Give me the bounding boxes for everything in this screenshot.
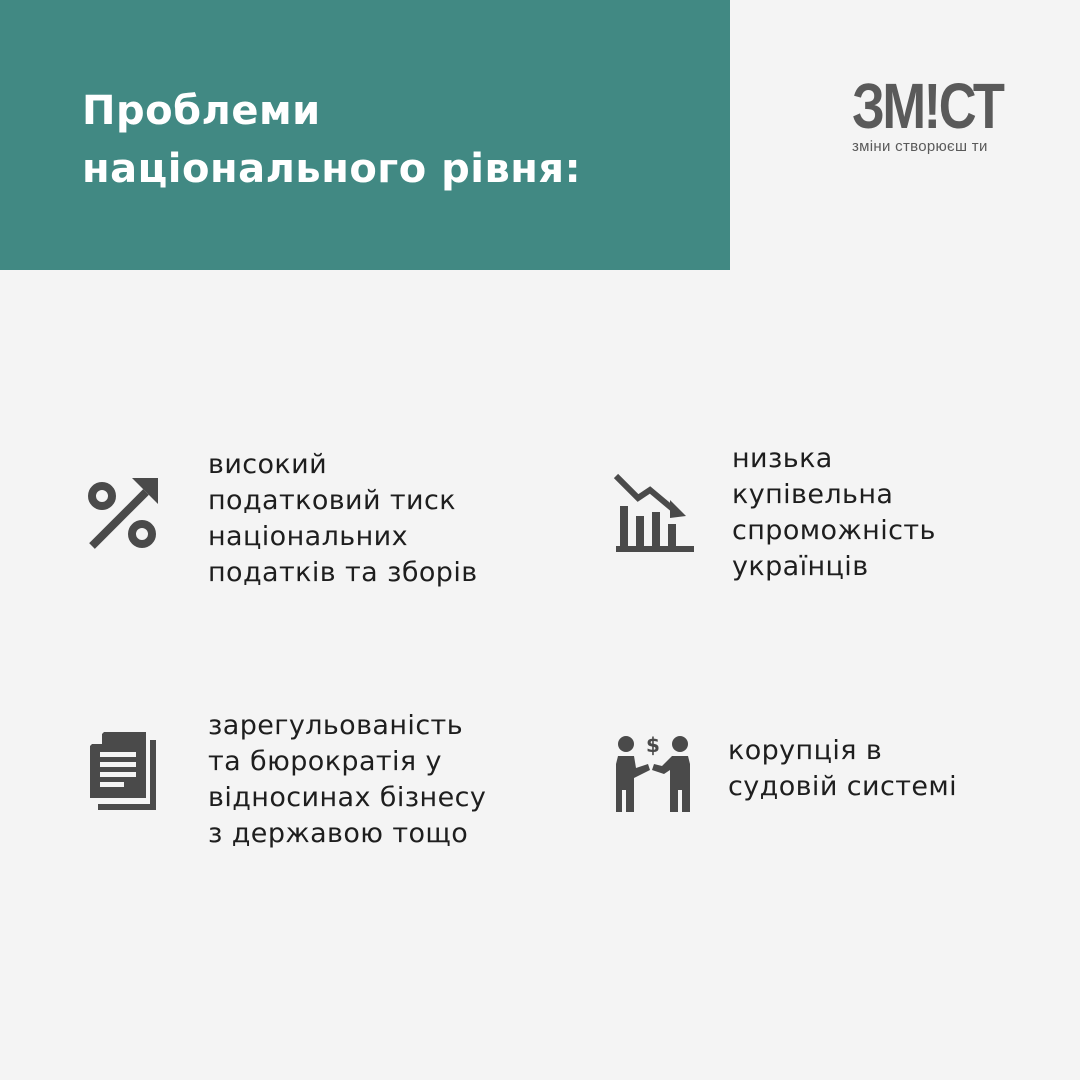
percent-up-arrow-icon [86,474,168,556]
page-title [82,82,581,198]
problem-line: та бюрократія у [208,746,442,777]
documents-icon [88,730,170,812]
svg-text:$: $ [646,733,660,757]
problem-line: українців [732,551,869,582]
problem-line: високий [208,449,328,480]
problem-text-tax [208,447,478,591]
problem-line: відносинах бізнесу [208,782,487,813]
problem-line: низька [732,443,833,474]
problem-line: судовій системі [728,771,958,802]
bribery-icon [612,730,694,812]
problem-line: зарегульованість [208,710,464,741]
logo-wordmark: ЗМ!СТ [852,70,1003,142]
problem-line: з державою тощо [208,818,469,849]
problem-line: купівельна [732,479,894,510]
brand-logo [852,70,1003,156]
problem-text-purchasing [732,441,936,585]
header-banner [0,0,730,270]
problem-text-corruption [728,733,957,805]
page-title-line: національного рівня: [82,146,582,192]
problem-line: податків та зборів [208,557,478,588]
problem-line: податковий тиск [208,485,456,516]
problem-line: спроможність [732,515,936,546]
page-title-line: Проблеми [82,88,321,134]
problem-line: корупція в [728,735,883,766]
logo-tagline: зміни створюєш ти [852,138,988,155]
problem-line: національних [208,521,408,552]
declining-chart-icon [612,472,694,554]
problem-text-bureaucracy [208,708,486,852]
